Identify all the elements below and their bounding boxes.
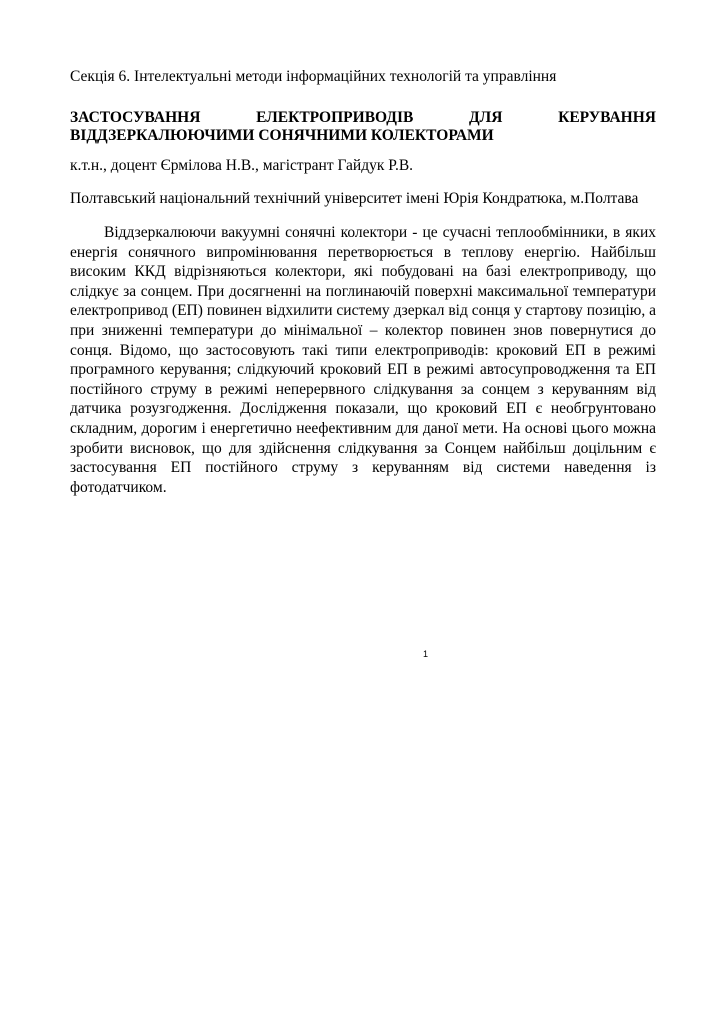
- affiliation-line: Полтавський національний технічний університет імені Юрія Кондратюка, м.Полтава: [70, 190, 639, 207]
- document-page: [70, 68, 656, 497]
- authors-line: к.т.н., доцент Єрмілова Н.В., магістрант Гайдук Р.В.: [70, 157, 414, 174]
- paper-title: ЗАСТОСУВАННЯ ЕЛЕКТРОПРИВОДІВ ДЛЯ КЕРУВАННЯ ВІДДЗЕРКАЛЮЮЧИМИ СОНЯЧНИМИ КОЛЕКТОРАМИ: [70, 109, 656, 144]
- page-number: 1: [423, 649, 429, 659]
- section-heading: Секція 6. Інтелектуальні методи інформаційних технологій та управління: [70, 68, 557, 85]
- abstract-paragraph: Віддзеркалюючи вакуумні сонячні колектори - це сучасні теплообмінники, в яких енергія сонячного випромінювання перетворюється в теплову енергію. Найбільш високим ККД відрізняються колектори, які побудовані на базі електроприводу, що слідкує за сонцем. При досягненні на поглинаючій поверхні максимальної температури електропривод (ЕП) повинен відхилити систему дзеркал від сонця у стартову позицію, а при зниженні температури до мінімальної – колектор повинен знов повернутися до сонця. Відомо, що застосовують такі типи електроприводів: кроковий ЕП в режимі програмного керування; слідкуючий кроковий ЕП в режимі автосупроводження та ЕП постійного струму в режимі неперервного слідкування за сонцем з керуванням від датчика розузгодження. Дослідження показали, що кроковий ЕП є необгрунтовано складним, дорогим і енергетично неефективним для даної мети. На основі цього можна зробити висновок, що для здійснення слідкування за Сонцем найбільш доцільним є застосування ЕП постійного струму з керуванням від системи наведення із фотодатчиком.: [70, 224, 656, 496]
